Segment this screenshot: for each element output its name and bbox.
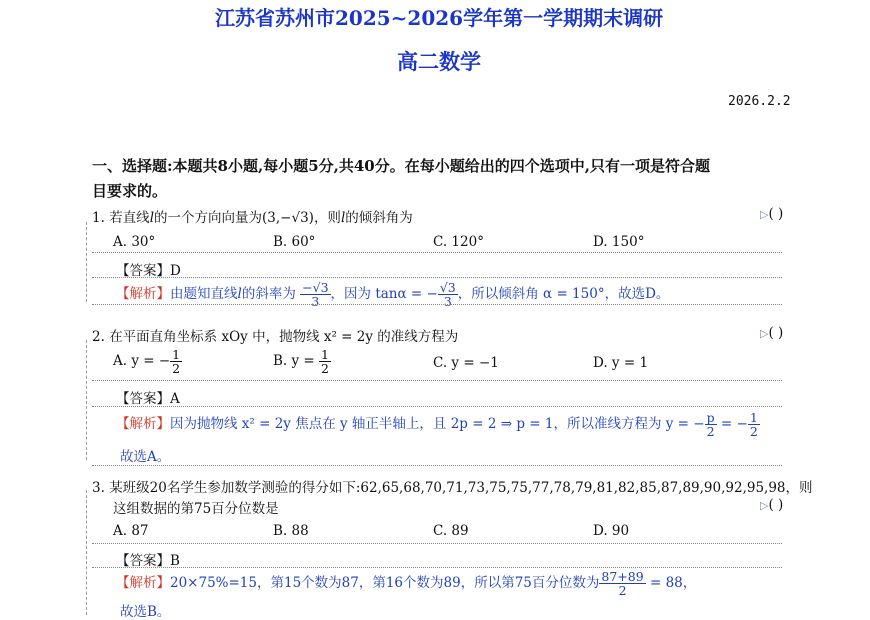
- divider: [92, 406, 782, 407]
- q2-solution: 【解析】因为抛物线 x² = 2y 焦点在 y 轴正半轴上，且 2p = 2 ⇒ p = 1，所以准线方程为 y = − $\frac{p}{2}$ = − $\frac{1}{2}$: [116, 410, 758, 440]
- q2-option-a: A. y = − $\frac{1}{2}$: [113, 347, 181, 377]
- divider: [92, 252, 782, 253]
- q3-answer: 【答案】B: [116, 553, 180, 569]
- divider: [92, 543, 782, 544]
- question-3-answer-blank: ▷( ): [760, 497, 784, 513]
- divider: [92, 304, 782, 305]
- question-margin-bar: [86, 222, 87, 302]
- q2-answer: 【答案】A: [116, 391, 180, 407]
- q2-option-d: D. y = 1: [593, 355, 649, 371]
- q2-solution-end: 故选A。: [120, 449, 171, 465]
- question-3-stem-line1: 3. 某班级20名学生参加数学测验的得分如下:62,65,68,70,71,73,75,75,77,78,79,81,82,85,87,89,90,92,95,98，则: [92, 480, 813, 496]
- document-title: 江苏省苏州市2025~2026学年第一学期期末调研: [215, 6, 664, 30]
- q3-option-c: C. 89: [433, 523, 469, 539]
- question-2-answer-blank: ▷( ): [760, 325, 784, 341]
- subject-title: 高二数学: [397, 49, 481, 74]
- question-3-stem-line2: 这组数据的第75百分位数是: [113, 501, 279, 517]
- question-margin-bar: [86, 490, 87, 615]
- q3-solution-end: 故选B。: [120, 604, 171, 620]
- question-margin-bar: [86, 340, 87, 460]
- q2-option-b: B. y = $\frac{1}{2}$: [273, 347, 329, 377]
- question-1-stem: 1. 若直线l的一个方向向量为(3,−√3)，则l的倾斜角为: [92, 210, 413, 226]
- q3-option-a: A. 87: [113, 523, 149, 539]
- q1-solution: 【解析】由题知直线l的斜率为 $\frac{-√3}{3}$ ，因为 tanα = − $\frac{√3}{3}$ ，所以倾斜角 α = 150°，故选D。: [116, 280, 670, 310]
- q1-answer: 【答案】D: [116, 263, 181, 279]
- divider: [92, 277, 782, 278]
- section-heading-line2: 目要求的。: [92, 182, 168, 200]
- question-2-stem: 2. 在平面直角坐标系 xOy 中，抛物线 x² = 2y 的准线方程为: [92, 329, 459, 345]
- divider: [92, 380, 782, 381]
- q3-solution: 【解析】20×75%=15，第15个数为87，第16个数为89，所以第75百分位数为 $\frac{87+89}{2}$ = 88，: [116, 569, 697, 599]
- question-1-answer-blank: ▷( ): [760, 206, 784, 222]
- section-heading-line1: 一、选择题:本题共8小题,每小题5分,共40分。在每小题给出的四个选项中,只有一项是符合题: [92, 157, 710, 175]
- divider: [92, 567, 782, 568]
- q3-option-d: D. 90: [593, 523, 630, 539]
- q2-option-c: C. y = −1: [433, 355, 499, 371]
- q1-option-a: A. 30°: [113, 234, 156, 250]
- exam-date: 2026.2.2: [728, 94, 791, 109]
- q3-option-b: B. 88: [273, 523, 309, 539]
- q1-option-d: D. 150°: [593, 234, 645, 250]
- q1-option-b: B. 60°: [273, 234, 316, 250]
- q1-option-c: C. 120°: [433, 234, 484, 250]
- divider: [92, 465, 782, 466]
